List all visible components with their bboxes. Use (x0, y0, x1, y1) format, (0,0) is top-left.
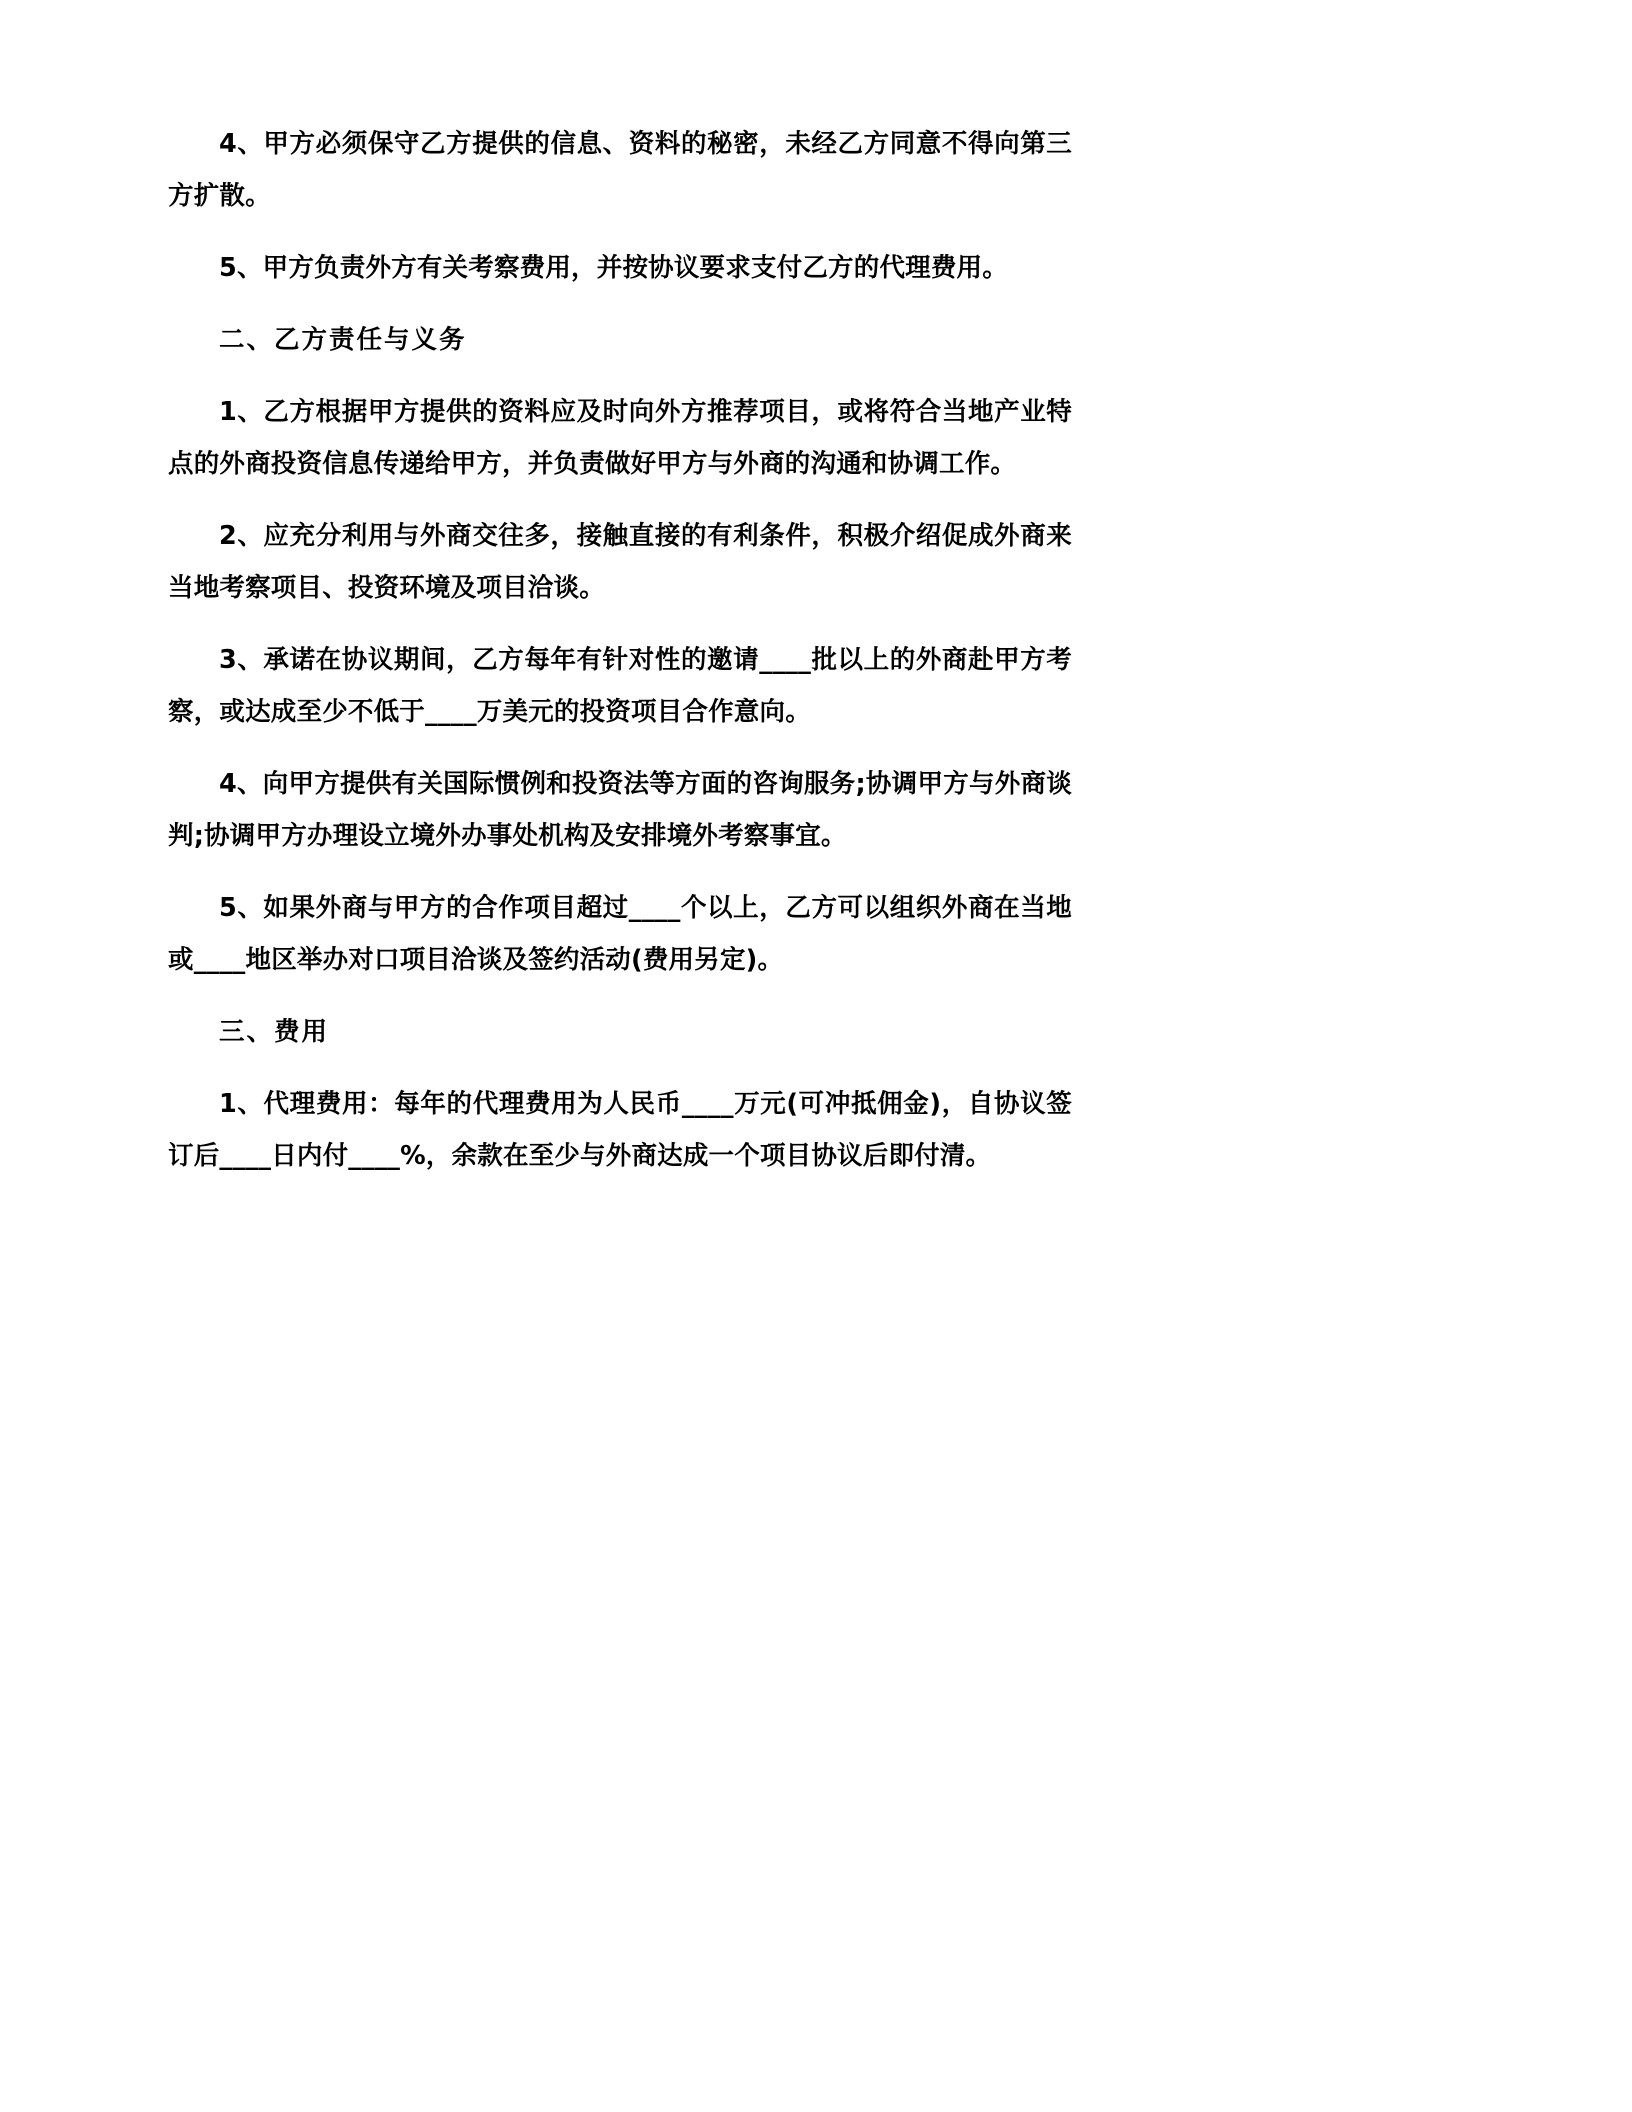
clause-1-5: 5、甲方负责外方有关考察费用，并按协议要求支付乙方的代理费用。 (219, 253, 1008, 283)
clause-1-4: 4、甲方必须保守乙方提供的信息、资料的秘密，未经乙方同意不得向第三方扩散。 (168, 129, 1072, 211)
clause-3-1: 1、代理费用：每年的代理费用为人民币____万元(可冲抵佣金)，自协议签订后____日内付____%，余款在至少与外商达成一个项目协议后即付清。 (168, 1089, 1072, 1171)
section-heading-three: 三、费用 (219, 1017, 330, 1047)
clause-2-3: 3、承诺在协议期间，乙方每年有针对性的邀请____批以上的外商赴甲方考察，或达成至少不低于____万美元的投资项目合作意向。 (168, 645, 1072, 727)
clause-2-5: 5、如果外商与甲方的合作项目超过____个以上，乙方可以组织外商在当地或____地区举办对口项目洽谈及签约活动(费用另定)。 (168, 893, 1072, 975)
clause-2-4: 4、向甲方提供有关国际惯例和投资法等方面的咨询服务;协调甲方与外商谈判;协调甲方办理设立境外办事处机构及安排境外考察事宜。 (168, 769, 1072, 851)
section-heading-two: 二、乙方责任与义务 (219, 325, 467, 355)
clause-2-1: 1、乙方根据甲方提供的资料应及时向外方推荐项目，或将符合当地产业特点的外商投资信息传递给甲方，并负责做好甲方与外商的沟通和协调工作。 (168, 397, 1072, 479)
document-body (168, 118, 1072, 1182)
clause-2-2: 2、应充分利用与外商交往多，接触直接的有利条件，积极介绍促成外商来当地考察项目、投资环境及项目洽谈。 (168, 521, 1072, 603)
